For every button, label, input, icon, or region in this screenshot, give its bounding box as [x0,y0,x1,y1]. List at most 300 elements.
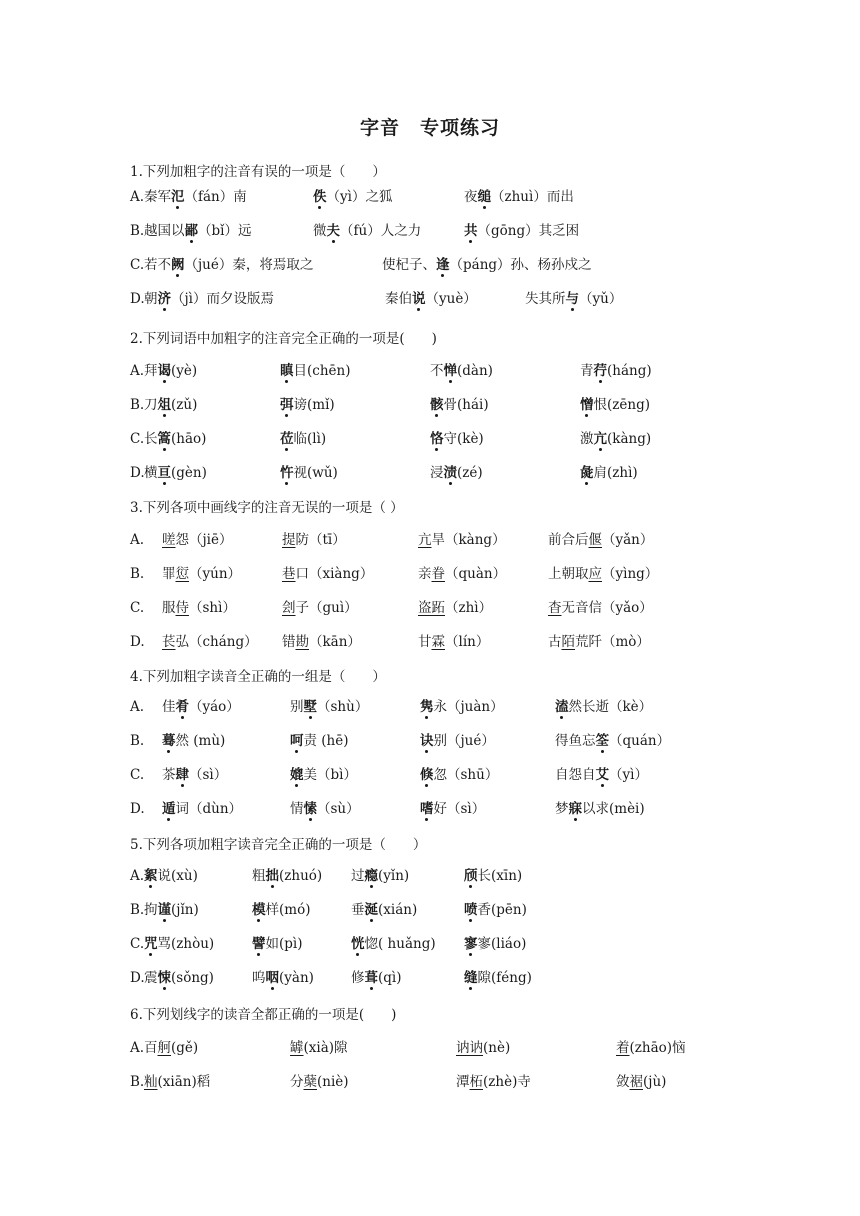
option-item [525,289,622,309]
bold-dotted-character: 阙 [171,257,185,273]
bold-dotted-character: 寐 [568,801,582,817]
bold-dotted-character: 涎 [364,902,378,918]
underlined-character: 讷讷 [456,1040,483,1056]
question-stem: 2.下列词语中加粗字的注音完全正确的一项是( ) [130,331,437,347]
item-pinyin-text: 守(kè) [443,431,484,447]
item-pinyin-text: 防（tī） [295,532,346,548]
bold-dotted-character: 蓦 [162,733,176,749]
option-label: D. [130,801,145,817]
item-prefix-text: 浸 [430,465,444,481]
option-item [144,1038,198,1058]
item-pinyin-text: （quàn） [445,566,507,582]
option-item [290,799,360,819]
item-pinyin-text: (yè) [171,363,198,379]
item-pinyin-text: （shì） [189,600,236,616]
bold-dotted-character: 艾 [595,767,609,783]
option-item [430,361,493,381]
option-item [144,463,207,483]
item-pinyin-text: 美（bì） [303,767,357,783]
option-item [162,765,227,785]
option-item [351,866,409,886]
item-pinyin-text: 荒阡（mò） [575,634,650,650]
option-row-d [130,968,830,992]
item-pinyin-text: 口（xiàng） [295,566,374,582]
option-label: B. [130,1074,145,1090]
bold-dotted-character: 共 [464,223,478,239]
underlined-character: 勘 [295,634,309,650]
bold-dotted-character: 忤 [280,465,294,481]
item-pinyin-text: 谤(mǐ) [293,397,335,413]
item-prefix-text: 梦 [555,801,569,817]
item-prefix-text: 潭 [456,1074,470,1090]
bold-dotted-character: 喷 [464,902,478,918]
item-pinyin-text: (zhāo)恼 [629,1040,686,1056]
option-label: D. [130,970,145,986]
item-pinyin-text: 如(pì) [265,936,303,952]
option-item [580,395,650,415]
option-item [162,731,225,751]
item-pinyin-text: 骨(hái) [443,397,489,413]
page-title: 字音 专项练习 [359,117,500,139]
item-pinyin-text: (jù) [643,1074,667,1090]
option-item [252,900,310,920]
bold-dotted-character: 肴 [175,699,189,715]
item-prefix-text: 得鱼忘 [555,733,596,749]
option-item [464,900,527,920]
bold-dotted-character: 遁 [162,801,176,817]
item-pinyin-text: （kān） [309,634,361,650]
item-prefix-text: 敛 [616,1074,630,1090]
bold-dotted-character: 咒 [144,936,158,952]
option-item [464,221,579,241]
item-prefix-text: 粗 [252,868,266,884]
option-item [282,530,346,550]
option-item [420,731,495,751]
option-item [162,697,240,717]
option-item [162,598,236,618]
item-pinyin-text: （lín） [445,634,490,650]
item-pinyin-text: 责 (hē) [303,733,349,749]
item-prefix-text: 百 [144,1040,158,1056]
option-item [464,866,522,886]
underlined-character: 眷 [431,566,445,582]
item-prefix-text: 若不 [144,257,171,273]
bold-dotted-character: 墅 [303,699,317,715]
item-pinyin-text: （yìng） [602,566,659,582]
item-pinyin-text: （sù） [317,801,360,817]
bold-dotted-character: 瞋 [280,363,294,379]
item-pinyin-text: （fán）南 [184,189,247,205]
underlined-character: 愆 [175,566,189,582]
item-pinyin-text: （jué）秦，将焉取之 [184,257,314,273]
option-row-b [130,564,830,588]
item-prefix-text: 失其所 [525,291,566,307]
option-item [464,934,526,954]
option-item [418,598,492,618]
item-pinyin-text: (háng) [607,363,652,379]
bold-dotted-character: 荇 [593,363,607,379]
item-pinyin-text: 视(wǔ) [293,465,338,481]
option-row-c [130,429,830,453]
option-item [290,1072,349,1092]
underlined-character: 刽 [282,600,296,616]
item-pinyin-text: （yì）之狐 [326,189,393,205]
underlined-character: 霖 [431,634,445,650]
item-pinyin-text: 然 (mù) [175,733,226,749]
underlined-character: 提 [282,532,296,548]
option-item [144,866,198,886]
bold-dotted-character: 譬 [252,936,266,952]
item-pinyin-text: (hāo) [171,431,207,447]
option-item [162,530,233,550]
underlined-character: 偃 [588,532,602,548]
option-item [555,697,652,717]
item-pinyin-text: (qì) [378,970,402,986]
item-pinyin-text: 弘（cháng） [175,634,258,650]
item-prefix-text: 横 [144,465,158,481]
item-prefix-text: 古 [548,634,562,650]
question-stem: 5.下列各项加粗字读音完全正确的一项是（ ） [130,837,427,853]
item-pinyin-text: (yàn) [279,970,314,986]
option-row-b [130,1072,830,1096]
underlined-character: 嗟 [162,532,176,548]
item-pinyin-text: （gōng）其乏困 [477,223,580,239]
option-item [464,187,574,207]
item-pinyin-text: 肩(zhì) [593,465,638,481]
bold-dotted-character: 诀 [420,733,434,749]
item-pinyin-text: 说(xù) [157,868,198,884]
bold-dotted-character: 篙 [157,431,171,447]
bold-dotted-character: 媲 [290,767,304,783]
item-pinyin-text: （jì）而夕设版焉 [171,291,275,307]
bold-dotted-character: 寥 [464,936,478,952]
item-pinyin-text: （shù） [317,699,369,715]
option-item [282,598,358,618]
bold-dotted-character: 愫 [303,801,317,817]
option-row-a [130,1038,830,1062]
option-item [144,1072,210,1092]
option-item [351,934,436,954]
item-prefix-text: 朝 [144,291,158,307]
bold-dotted-character: 俎 [157,397,171,413]
option-item [580,361,652,381]
bold-dotted-character: 说 [412,291,426,307]
bold-dotted-character: 倏 [420,767,434,783]
option-item [280,429,326,449]
item-pinyin-text: 临(lì) [293,431,327,447]
item-pinyin-text: (xián) [378,902,418,918]
item-pinyin-text: 永（juàn） [433,699,504,715]
item-prefix-text: 秦伯 [385,291,412,307]
bold-dotted-character: 葺 [364,970,378,986]
option-item [162,564,241,584]
bold-dotted-character: 嗜 [420,801,434,817]
option-item [580,429,651,449]
option-item [290,697,368,717]
option-item [418,632,489,652]
option-item [616,1038,686,1058]
option-item [548,564,658,584]
bold-dotted-character: 济 [157,291,171,307]
bold-dotted-character: 惮 [443,363,457,379]
option-item [555,799,645,819]
item-pinyin-text: （zhì） [445,600,493,616]
option-item [548,632,650,652]
item-prefix-text: 微 [313,223,327,239]
option-item [144,187,247,207]
bold-dotted-character: 佚 [313,189,327,205]
option-item [385,289,477,309]
item-prefix-text: 亲 [418,566,432,582]
option-row-c [130,598,830,622]
item-pinyin-text: （yǔ） [579,291,623,307]
option-item [382,255,592,275]
underlined-character: 裾 [629,1074,643,1090]
item-pinyin-text: （bǐ）远 [198,223,252,239]
item-pinyin-text: 怨（jiē） [175,532,233,548]
bold-dotted-character: 谨 [157,902,171,918]
option-item [252,934,303,954]
option-item [144,934,214,954]
item-pinyin-text: 恨(zēng) [593,397,650,413]
item-pinyin-text: （páng）孙、杨孙戍之 [449,257,592,273]
option-item [430,429,484,449]
bold-dotted-character: 弭 [280,397,294,413]
option-item [351,900,417,920]
option-row-c [130,934,830,958]
underlined-character: 着 [616,1040,630,1056]
option-item [555,765,648,785]
option-item [290,765,357,785]
option-item [430,395,489,415]
option-item [430,463,483,483]
bold-dotted-character: 溘 [555,699,569,715]
option-label: B. [130,223,145,239]
item-prefix-text: 拘 [144,902,158,918]
option-item [548,530,653,550]
option-row-b [130,731,830,755]
item-pinyin-text: (zé) [457,465,483,481]
bold-dotted-character: 模 [252,902,266,918]
option-label: C. [130,431,145,447]
option-label: D. [130,291,145,307]
item-prefix-text: 越国以 [144,223,185,239]
underlined-character: 亢 [418,532,432,548]
item-pinyin-text: 子（guì） [295,600,358,616]
option-item [252,866,322,886]
bold-dotted-character: 恍 [351,936,365,952]
item-pinyin-text: (zhuó) [279,868,323,884]
option-row-c [130,765,830,789]
bold-dotted-character: 缝 [464,970,478,986]
bold-dotted-character: 肆 [175,767,189,783]
option-row-b [130,900,830,924]
option-label: D. [130,634,145,650]
option-item [420,799,485,819]
bold-dotted-character: 逢 [436,257,450,273]
item-prefix-text: 秦军 [144,189,171,205]
option-item [280,463,338,483]
item-pinyin-text: （yì） [609,767,648,783]
option-item [280,395,335,415]
option-row-d [130,463,830,487]
option-label: B. [130,566,145,582]
item-pinyin-text: 无音信（yǎo） [561,600,653,616]
item-pinyin-text: （fú）人之力 [340,223,422,239]
bold-dotted-character: 缒 [477,189,491,205]
bold-dotted-character: 彘 [580,465,594,481]
item-pinyin-text: （yáo） [189,699,240,715]
item-prefix-text: 刀 [144,397,158,413]
bold-dotted-character: 瘾 [364,868,378,884]
bold-dotted-character: 谒 [157,363,171,379]
underlined-character: 罅 [290,1040,304,1056]
underlined-character: 籼 [144,1074,158,1090]
option-label: C. [130,257,145,273]
option-item [313,187,392,207]
question-stem: 1.下列加粗字的注音有误的一项是（ ） [130,164,386,180]
bold-dotted-character: 骸 [430,397,444,413]
item-prefix-text: 拜 [144,363,158,379]
item-prefix-text: 上朝取 [548,566,589,582]
underlined-character: 杳 [548,600,562,616]
item-prefix-text: 服 [162,600,176,616]
option-label: A. [130,189,145,205]
option-label: D. [130,465,145,481]
option-item [144,968,214,988]
item-prefix-text: 佳 [162,699,176,715]
option-item [290,1038,348,1058]
item-prefix-text: 前合后 [548,532,589,548]
option-item [144,361,197,381]
item-prefix-text: 使杞子、 [382,257,436,273]
option-row-c [130,255,830,279]
item-prefix-text: 别 [290,699,304,715]
bold-dotted-character: 呵 [290,733,304,749]
item-pinyin-text: (gě) [171,1040,199,1056]
option-item [420,765,498,785]
option-row-d [130,799,830,823]
option-label: C. [130,600,145,616]
item-pinyin-text: 寥(liáo) [477,936,527,952]
item-prefix-text: 震 [144,970,158,986]
option-label: B. [130,733,145,749]
item-pinyin-text: (xiān)稻 [157,1074,211,1090]
item-prefix-text: 长 [144,431,158,447]
option-row-a [130,530,830,554]
item-pinyin-text: （zhuì）而出 [491,189,574,205]
option-row-d [130,289,830,313]
item-pinyin-text: 词（dùn） [175,801,243,817]
underlined-character: 陌 [561,634,575,650]
item-pinyin-text: （yǎn） [602,532,654,548]
item-prefix-text: 自怨自 [555,767,596,783]
item-pinyin-text: 长(xīn) [477,868,523,884]
item-pinyin-text: 以求(mèi) [582,801,645,817]
item-pinyin-text: （sì） [189,767,228,783]
item-prefix-text: 青 [580,363,594,379]
item-prefix-text: 分 [290,1074,304,1090]
bold-dotted-character: 亘 [157,465,171,481]
bold-dotted-character: 夫 [326,223,340,239]
option-item [144,395,197,415]
option-item [464,968,532,988]
option-item [144,429,206,449]
item-prefix-text: 修 [351,970,365,986]
item-prefix-text: 不 [430,363,444,379]
item-prefix-text: 情 [290,801,304,817]
option-item [252,968,314,988]
option-item [144,289,274,309]
option-item [456,1072,531,1092]
option-label: A. [130,699,145,715]
underlined-character: 巷 [282,566,296,582]
underlined-character: 侍 [175,600,189,616]
option-item [420,697,504,717]
underlined-character: 舸 [157,1040,171,1056]
bold-dotted-character: 憎 [580,397,594,413]
bold-dotted-character: 鄙 [184,223,198,239]
item-pinyin-text: （yún） [189,566,242,582]
item-pinyin-text: (dàn) [457,363,493,379]
option-row-a [130,187,830,211]
item-pinyin-text: 隙(féng) [477,970,532,986]
underlined-character: 应 [588,566,602,582]
item-pinyin-text: 别（jué） [433,733,495,749]
option-label: A. [130,1040,145,1056]
item-pinyin-text: (niè) [317,1074,349,1090]
item-pinyin-text: 好（sì） [433,801,486,817]
item-prefix-text: 错 [282,634,296,650]
option-row-b [130,395,830,419]
bold-dotted-character: 氾 [171,189,185,205]
item-pinyin-text: (kàng) [607,431,652,447]
item-pinyin-text: (zǔ) [171,397,198,413]
option-row-b [130,221,830,245]
item-pinyin-text: (gèn) [171,465,207,481]
bold-dotted-character: 渍 [443,465,457,481]
bold-dotted-character: 亢 [593,431,607,447]
underlined-character: 盗跖 [418,600,445,616]
option-item [144,255,313,275]
item-pinyin-text: （quán） [609,733,671,749]
item-pinyin-text: 香(pēn) [477,902,527,918]
item-prefix-text: 夜 [464,189,478,205]
item-pinyin-text: (nè) [483,1040,511,1056]
option-label: A. [130,868,145,884]
item-pinyin-text: 然长逝（kè） [568,699,653,715]
option-item [616,1072,666,1092]
underlined-character: 苌 [162,634,176,650]
item-pinyin-text: (sǒng) [171,970,214,986]
item-pinyin-text: （yuè） [425,291,477,307]
bold-dotted-character: 絮 [144,868,158,884]
option-item [555,731,670,751]
item-prefix-text: 甘 [418,634,432,650]
bold-dotted-character: 莅 [280,431,294,447]
option-row-a [130,361,830,385]
question-stem: 6.下列划线字的读音全都正确的一项是( ) [130,1007,397,1023]
option-label: B. [130,397,145,413]
option-label: C. [130,767,145,783]
option-item [418,564,506,584]
item-pinyin-text: (xià)隙 [303,1040,348,1056]
option-item [282,632,361,652]
question-stem: 4.下列加粗字读音全正确的一组是（ ） [130,669,386,685]
option-item [282,564,373,584]
option-item [456,1038,510,1058]
option-row-a [130,697,830,721]
